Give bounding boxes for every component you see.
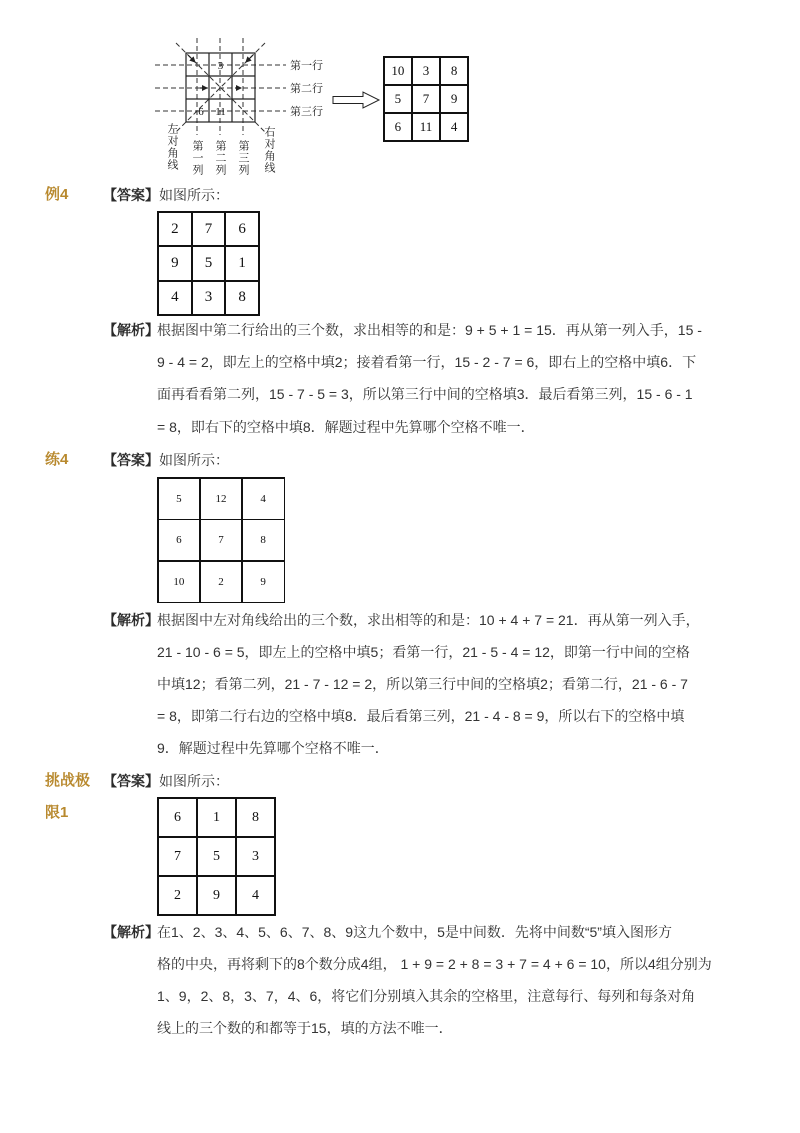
right-diagonal-label: 右对角线: [263, 126, 275, 174]
diagonal-arrow-icon: [246, 55, 253, 62]
answer-tag: 【答案】: [103, 773, 159, 789]
analysis-line: 9 - 4 = 2，即左上的空格中填2；接着看第一行，15 - 2 - 7 = 6，即右上的空格中填6．下: [157, 354, 697, 370]
hollow-arrow-icon: [333, 92, 379, 108]
grid-cell: 8: [243, 520, 284, 560]
analysis-line: 根据图中左对角线给出的三个数，求出相等的和是：10 + 4 + 7 = 21．再从第一列入手，: [157, 612, 700, 628]
answer-grid: [157, 211, 260, 316]
row-label: 第三行: [290, 106, 323, 118]
grid-cell: 9: [243, 562, 284, 602]
grid-cell: 6: [159, 520, 200, 560]
analysis-line: 9．解题过程中先算哪个空格不唯一．: [157, 740, 389, 756]
grid-cell: 4: [159, 282, 191, 314]
grid-cell: 2: [159, 877, 196, 914]
grid-cell: 6: [226, 213, 258, 245]
row-label: 第二行: [290, 83, 323, 95]
grid-cell: 7: [413, 86, 440, 113]
grid-cell: 2: [159, 213, 191, 245]
column-1-label: 第一列: [191, 140, 203, 176]
analysis-tag: 【解析】: [103, 322, 159, 338]
answer-tag: 【答案】: [103, 187, 159, 203]
grid-cell: 10: [159, 562, 200, 602]
analysis-line: 21 - 10 - 6 = 5，即左上的空格中填5；看第一行，21 - 5 - 4 = 12，即第一行中间的空格: [157, 644, 690, 660]
grid-cell: 4: [237, 877, 274, 914]
given-number: 11: [215, 106, 226, 118]
analysis-line: 中填12；看第二列，21 - 7 - 12 = 2，所以第三行中间的空格填2；看第二行，21 - 6 - 7: [157, 676, 688, 692]
analysis-line: = 8，即右下的空格中填8．解题过程中先算哪个空格不唯一．: [157, 419, 535, 435]
grid-cell: 5: [385, 86, 412, 113]
grid-cell: 2: [201, 562, 242, 602]
result-grid: [383, 56, 469, 142]
answer-text: 如图所示：: [159, 187, 229, 203]
column-2-label: 第二列: [214, 140, 226, 176]
grid-cell: 4: [243, 479, 284, 519]
analysis-line: 1、9，2、8，3、7，4、6，将它们分别填入其余的空格里，注意每行、每列和每条对角: [157, 988, 696, 1004]
grid-cell: 4: [441, 114, 468, 141]
answer-text: 如图所示：: [159, 452, 229, 468]
analysis-line: = 8，即第二行右边的空格中填8．最后看第三列，21 - 4 - 8 = 9，所以右下的空格中填: [157, 708, 685, 724]
grid-cell: 1: [198, 799, 235, 836]
grid-cell: 9: [441, 86, 468, 113]
analysis-tag: 【解析】: [103, 612, 159, 628]
section-label: 例4: [45, 186, 69, 203]
answer-tag: 【答案】: [103, 452, 159, 468]
analysis-tag: 【解析】: [103, 924, 159, 940]
analysis-line: 面再看看第二列，15 - 7 - 5 = 3，所以第三行中间的空格填3．最后看第三列，15 - 6 - 1: [157, 386, 693, 402]
grid-cell: 8: [237, 799, 274, 836]
grid-cell: 7: [201, 520, 242, 560]
grid-cell: 5: [198, 838, 235, 875]
grid-cell: 5: [193, 247, 225, 279]
grid-cell: 9: [159, 247, 191, 279]
grid-cell: 12: [201, 479, 242, 519]
answer-text: 如图所示：: [159, 773, 229, 789]
given-number: 3: [217, 60, 224, 72]
analysis-line: 线上的三个数的和都等于15，填的方法不唯一．: [157, 1020, 453, 1036]
diagonal-arrow-icon: [188, 55, 195, 62]
answer-line: [103, 186, 229, 204]
section-label: 挑战极: [45, 772, 91, 789]
column-3-label: 第三列: [237, 140, 249, 176]
given-number: 6: [198, 106, 204, 118]
analysis-line: 格的中央，再将剩下的8个数分成4组， 1 + 9 = 2 + 8 = 3 + 7 = 4 + 6 = 10，所以4组分别为: [157, 956, 712, 972]
grid-cell: 6: [385, 114, 412, 141]
answer-grid: [157, 477, 285, 603]
grid-cell: 7: [159, 838, 196, 875]
grid-cell: 5: [159, 479, 200, 519]
grid-cell: 10: [385, 58, 412, 85]
grid-cell: 11: [413, 114, 440, 141]
analysis-line: 在1、2、3、4、5、6、7、8、9这九个数中，5是中间数．先将中间数“5”填入图形方: [157, 924, 672, 940]
section-label: 限1: [45, 804, 69, 821]
grid-cell: 1: [226, 247, 258, 279]
grid-cell: 3: [237, 838, 274, 875]
answer-line: [103, 451, 229, 469]
grid-cell: 8: [441, 58, 468, 85]
answer-line: [103, 772, 229, 790]
grid-cell: 9: [198, 877, 235, 914]
section-label: 练4: [45, 451, 69, 468]
grid-cell: 3: [413, 58, 440, 85]
grid-cell: 7: [193, 213, 225, 245]
grid-cell: 3: [193, 282, 225, 314]
answer-grid: [157, 797, 276, 916]
row-label: 第一行: [290, 60, 323, 72]
left-diagonal-label: 左对角线: [166, 123, 178, 171]
grid-cell: 6: [159, 799, 196, 836]
analysis-line: 根据图中第二行给出的三个数，求出相等的和是：9 + 5 + 1 = 15．再从第一列入手，15 -: [157, 322, 702, 338]
grid-cell: 8: [226, 282, 258, 314]
